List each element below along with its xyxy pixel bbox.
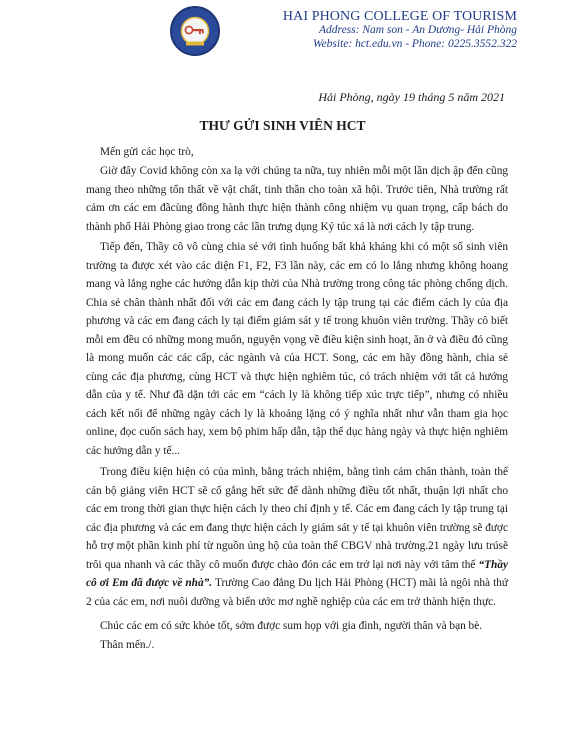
closing-wishes: Chúc các em có sức khỏe tốt, sớm được sum họp với gia đình, người thân và bạn bè. (100, 620, 483, 632)
paragraph-1: Giờ đây Covid không còn xa lạ với chúng ta nữa, tuy nhiên mỗi một lần dịch ập đến cũng mang theo những tổn thất về vật chất, tinh thần cho toàn xã hội. Trước tiên, Nhà trường rất cảm ơn các em đãcùng đồng hành thực hiện thành công nhiệm vụ quan trọng, cấp bách do thành phố Hải Phòng giao trong các lần trưng dụng Ký túc xá là nơi cách ly tập trung. (86, 165, 508, 233)
sign-off: Thân mến./. (100, 638, 155, 651)
college-contact: Website: hct.edu.vn - Phone: 0225.3552.322 (313, 37, 517, 50)
college-name: HAI PHONG COLLEGE OF TOURISM (282, 9, 517, 24)
logo-emblem-icon (172, 8, 218, 54)
letter-title: THƯ GỬI SINH VIÊN HCT (199, 118, 366, 133)
college-address: Address: Nam son - An Dương- Hải Phòng (319, 24, 517, 36)
paragraph-3-continuation: Trường Cao đẳng Du lịch Hải Phòng (HCT) mãi là ngôi nhà thứ 2 của các em, nơi nuôi dưỡng và biến ước mơ nghề nghiệp của các em trở thành hiện thực. (86, 577, 509, 608)
paragraph-3 (86, 463, 508, 611)
letterhead (283, 9, 517, 51)
letter-body (86, 143, 508, 654)
paragraph-2: Tiếp đến, Thầy cô vô cùng chia sẻ với tình huống bất khả kháng khi có một số sinh viên trường ta được xét vào các diện F1, F2, F3 lần này, các em có lo lắng nhưng không hoang mang và lắng nghe các hướng dẫn kịp thời của Nhà trường trong công tác phòng chống dịch. Chia sẻ chân thành nhất đối với các em đang cách ly tập trung tại các điểm cách ly của địa phương và các em đang cách ly tại điểm giám sát y tế trong khuôn viên trường. Thầy cô biết mỗi em đều có những mong muốn, nguyện vọng về điều kiện sinh hoạt, ăn ở và điều đó cũng là mong muốn các các cấp, các ngành và của HCT. Song, các em hãy đồng hành, chia sẻ cùng các địa phương, cùng HCT và thực hiện nghiêm túc, có trách nhiệm với tất cả hướng dẫn của y tế. Như đã dặn tới các em “cách ly là không tiếp xúc trực tiếp”, nhưng có nhiều cách kết nối để những ngày cách ly là khoảng lặng có ý nghĩa nhất như vẫn tham gia học online, đọc cuốn sách hay, xem bộ phim hấp dẫn, tập thể dục hàng ngày và thực hiện nghiêm các hướng dẫn y tế... (86, 241, 508, 457)
emphasis-quote: “Thầy cô ơi Em đã được về nhà”. (86, 558, 508, 589)
greeting: Mến gửi các học trò, (100, 146, 194, 158)
college-logo (170, 6, 220, 56)
paragraph-3-text: Trong điều kiện hiện có của mình, bằng trách nhiệm, bằng tình cảm chân thành, toàn thể cán bộ giảng viên HCT sẽ cố gắng hết sức để dành những điều tốt nhất, thuận lợi nhất cho các em trong thời gian thực hiện cách ly theo chỉ định y tế. Các em đang cách ly tập trung tại các địa phương và các em đang thực hiện cách ly giám sát y tế tại khuôn viên trường sẽ được hỗ trợ một phần kinh phí từ nguồn ủng hộ của toàn thể CBGV nhà trường.21 ngày lưu trúsẽ trôi qua nhanh và các thầy cô muốn được chào đón các em trở lại nơi này với tâm thế (86, 466, 508, 571)
letter-date: Hải Phòng, ngày 19 tháng 5 năm 2021 (318, 90, 505, 104)
